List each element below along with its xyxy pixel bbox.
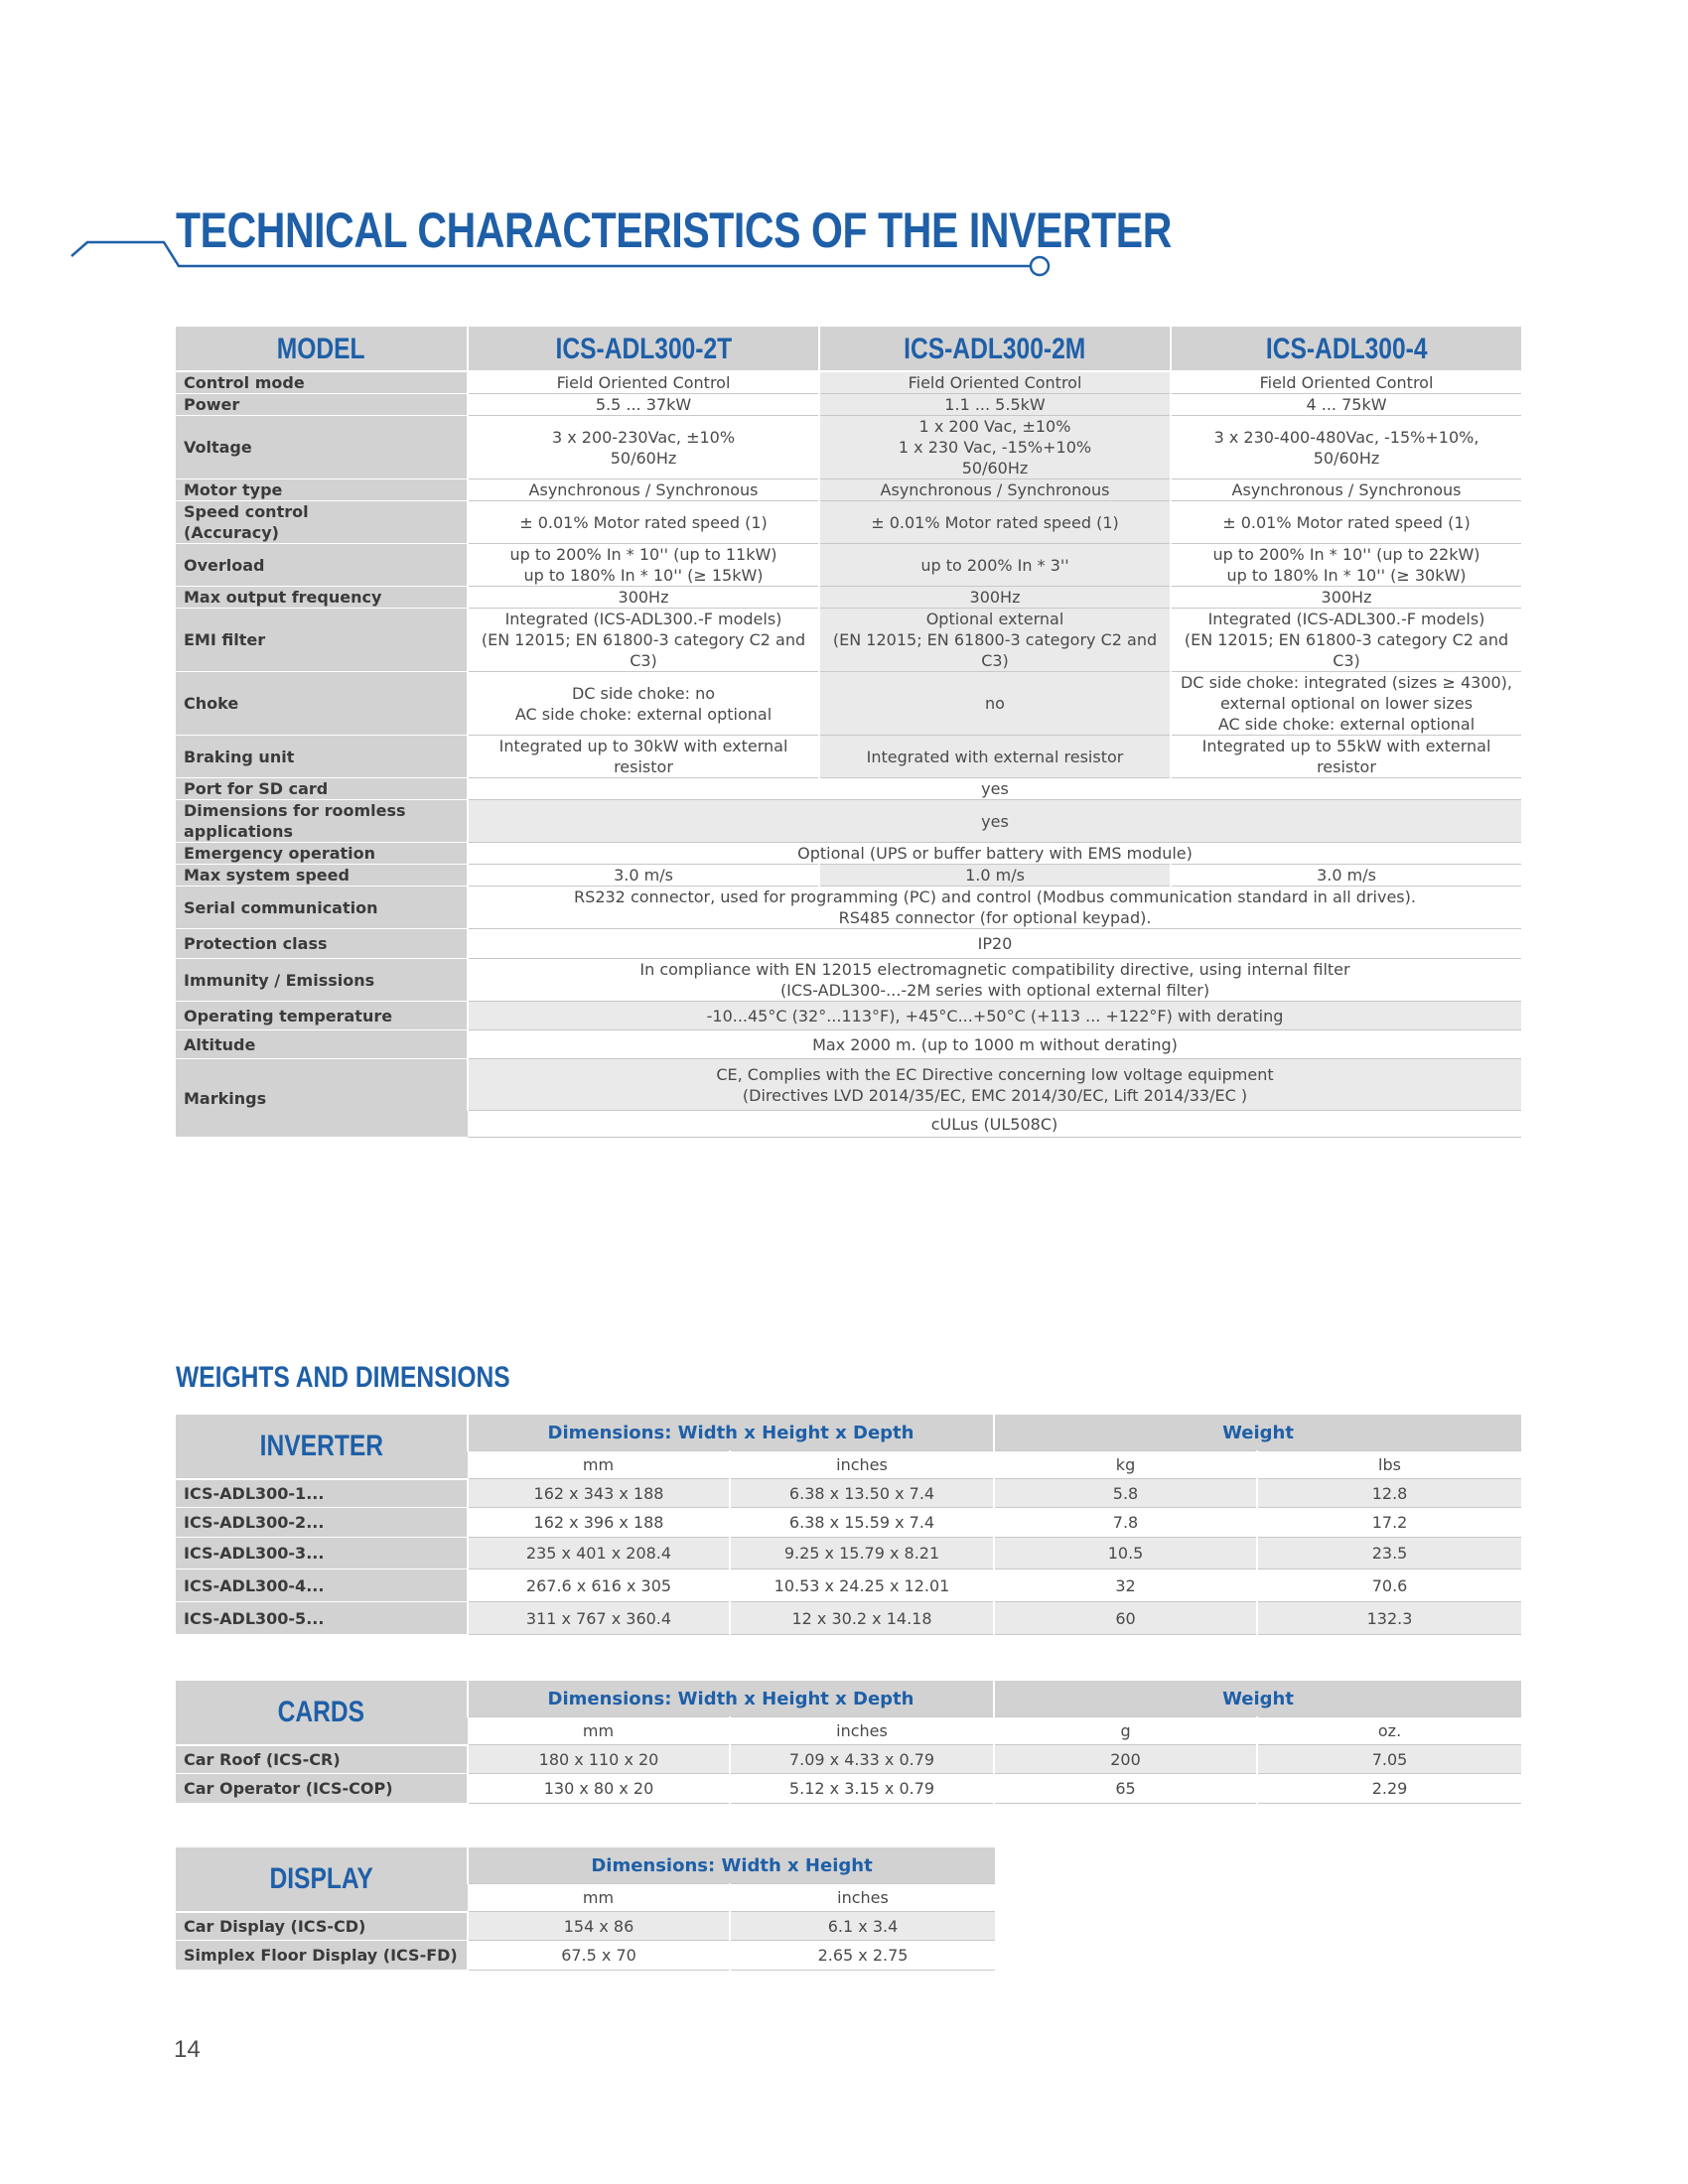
- table-row: [176, 1941, 995, 1971]
- spec-row: [176, 1059, 1521, 1111]
- table-header-row: [176, 1681, 1521, 1717]
- row-label: Car Operator (ICS-COP): [176, 1774, 468, 1804]
- spec-row: [176, 887, 1521, 929]
- spec-value: RS232 connector, used for programming (PC) and control (Modbus communication standard in all drives). RS485 connector (for optional keypad).: [468, 887, 1521, 929]
- spec-label: Max system speed: [176, 865, 468, 887]
- spec-value: ± 0.01% Motor rated speed (1): [1171, 501, 1521, 544]
- spec-value: Field Oriented Control: [1171, 371, 1521, 394]
- table-cell: 6.1 x 3.4: [730, 1912, 995, 1941]
- spec-row: [176, 501, 1521, 544]
- spec-value: 4 ... 75kW: [1171, 394, 1521, 416]
- dimensions-header: Dimensions: Width x Height x Depth: [468, 1681, 994, 1717]
- table-row: [176, 1602, 1521, 1635]
- spec-value: Integrated with external resistor: [819, 736, 1171, 778]
- spec-label: Immunity / Emissions: [176, 959, 468, 1002]
- table-cell: 23.5: [1257, 1538, 1521, 1570]
- table-row: [176, 1912, 995, 1941]
- table-cell: 9.25 x 15.79 x 8.21: [730, 1538, 994, 1570]
- table-cell: 12.8: [1257, 1479, 1521, 1508]
- model-column-header: [819, 327, 1171, 371]
- table-cell: 154 x 86: [468, 1912, 730, 1941]
- spec-value: CE, Complies with the EC Directive concerning low voltage equipment (Directives LVD 2014/35/EC, EMC 2014/30/EC, Lift 2014/33/EC ): [468, 1059, 1521, 1111]
- spec-value: 300Hz: [468, 587, 819, 609]
- spec-value: 1 x 200 Vac, ±10% 1 x 230 Vac, -15%+10% 50/60Hz: [819, 416, 1171, 479]
- row-label: ICS-ADL300-2...: [176, 1508, 468, 1538]
- spec-value: Asynchronous / Synchronous: [1171, 479, 1521, 501]
- spec-row: [176, 544, 1521, 587]
- display-dimensions-table: [176, 1847, 995, 1971]
- spec-row: [176, 843, 1521, 865]
- spec-value: 300Hz: [1171, 587, 1521, 609]
- spec-value: 5.5 ... 37kW: [468, 394, 819, 416]
- table-header-row: [176, 1415, 1521, 1451]
- spec-value: DC side choke: no AC side choke: external optional: [468, 672, 819, 736]
- table-cell: 10.5: [994, 1538, 1257, 1570]
- spec-row: [176, 609, 1521, 672]
- spec-label: Markings: [176, 1059, 468, 1138]
- spec-row: [176, 371, 1521, 394]
- table-cell: 5.12 x 3.15 x 0.79: [730, 1774, 994, 1804]
- table-title-text: DISPLAY: [269, 1862, 373, 1896]
- weight-header: Weight: [994, 1415, 1521, 1451]
- spec-label: Serial communication: [176, 887, 468, 929]
- spec-row: [176, 587, 1521, 609]
- table-cell: 180 x 110 x 20: [468, 1745, 730, 1774]
- spec-label: Motor type: [176, 479, 468, 501]
- spec-label: Emergency operation: [176, 843, 468, 865]
- table-cell: 12 x 30.2 x 14.18: [730, 1602, 994, 1635]
- unit-label: mm: [468, 1717, 730, 1745]
- spec-row: [176, 1030, 1521, 1059]
- spec-label: Braking unit: [176, 736, 468, 778]
- unit-label: inches: [730, 1717, 994, 1745]
- table-cell: 2.65 x 2.75: [730, 1941, 995, 1971]
- table-cell: 267.6 x 616 x 305: [468, 1570, 730, 1602]
- table-cell: 162 x 396 x 188: [468, 1508, 730, 1538]
- spec-value: 3 x 230-400-480Vac, -15%+10%, 50/60Hz: [1171, 416, 1521, 479]
- spec-row: [176, 778, 1521, 800]
- spec-value: 3.0 m/s: [468, 865, 819, 887]
- row-label: ICS-ADL300-3...: [176, 1538, 468, 1570]
- spec-value: yes: [468, 800, 1521, 843]
- table-cell: 32: [994, 1570, 1257, 1602]
- table-row: [176, 1508, 1521, 1538]
- spec-row: [176, 736, 1521, 778]
- spec-value: 3.0 m/s: [1171, 865, 1521, 887]
- spec-value: up to 200% In * 10'' (up to 22kW) up to 180% In * 10'' (≥ 30kW): [1171, 544, 1521, 587]
- spec-label: Dimensions for roomless applications: [176, 800, 468, 843]
- spec-label: Operating temperature: [176, 1002, 468, 1030]
- model-column-header: [1171, 327, 1521, 371]
- spec-value: yes: [468, 778, 1521, 800]
- spec-value: Integrated up to 55kW with external resistor: [1171, 736, 1521, 778]
- table-title: [176, 1415, 468, 1479]
- row-label: Simplex Floor Display (ICS-FD): [176, 1941, 468, 1971]
- spec-row: [176, 672, 1521, 736]
- spec-value: Max 2000 m. (up to 1000 m without derating): [468, 1030, 1521, 1059]
- spec-row: [176, 1002, 1521, 1030]
- spec-label: Protection class: [176, 929, 468, 959]
- spec-value: 1.1 ... 5.5kW: [819, 394, 1171, 416]
- spec-value: Field Oriented Control: [819, 371, 1171, 394]
- spec-label: Speed control (Accuracy): [176, 501, 468, 544]
- table-cell: 70.6: [1257, 1570, 1521, 1602]
- spec-label: EMI filter: [176, 609, 468, 672]
- spec-value: 1.0 m/s: [819, 865, 1171, 887]
- table-cell: 162 x 343 x 188: [468, 1479, 730, 1508]
- spec-value: Integrated (ICS-ADL300.-F models) (EN 12015; EN 61800-3 category C2 and C3): [468, 609, 819, 672]
- table-cell: 17.2: [1257, 1508, 1521, 1538]
- spec-value: 3 x 200-230Vac, ±10% 50/60Hz: [468, 416, 819, 479]
- table-header-row: [176, 1847, 995, 1884]
- table-cell: 7.8: [994, 1508, 1257, 1538]
- table-cell: 65: [994, 1774, 1257, 1804]
- table-cell: 67.5 x 70: [468, 1941, 730, 1971]
- spec-row: [176, 800, 1521, 843]
- header-label: ICS-ADL300-4: [1265, 332, 1428, 365]
- table-cell: 200: [994, 1745, 1257, 1774]
- table-title: [176, 1681, 468, 1745]
- table-row: [176, 1774, 1521, 1804]
- spec-value: cULus (UL508C): [468, 1111, 1521, 1138]
- table-title: [176, 1847, 468, 1912]
- header-label: ICS-ADL300-2T: [555, 332, 732, 365]
- spec-value: Asynchronous / Synchronous: [468, 479, 819, 501]
- cards-dimensions-table: [176, 1681, 1521, 1804]
- table-row: [176, 1745, 1521, 1774]
- spec-value: ± 0.01% Motor rated speed (1): [819, 501, 1171, 544]
- table-cell: 5.8: [994, 1479, 1257, 1508]
- table-cell: 2.29: [1257, 1774, 1521, 1804]
- spec-label: Control mode: [176, 371, 468, 394]
- table-row: [176, 1570, 1521, 1602]
- row-label: ICS-ADL300-4...: [176, 1570, 468, 1602]
- model-header: [176, 327, 468, 371]
- spec-value: IP20: [468, 929, 1521, 959]
- spec-row: [176, 479, 1521, 501]
- spec-value: In compliance with EN 12015 electromagnetic compatibility directive, using internal filter (ICS-ADL300-...-2M series with optional external filter): [468, 959, 1521, 1002]
- spec-value: Optional external (EN 12015; EN 61800-3 category C2 and C3): [819, 609, 1171, 672]
- row-label: Car Display (ICS-CD): [176, 1912, 468, 1941]
- unit-label: mm: [468, 1884, 730, 1912]
- spec-value: -10...45°C (32°...113°F), +45°C...+50°C (+113 ... +122°F) with derating: [468, 1002, 1521, 1030]
- unit-label: mm: [468, 1451, 730, 1479]
- spec-label: Voltage: [176, 416, 468, 479]
- dimensions-header: Dimensions: Width x Height x Depth: [468, 1415, 994, 1451]
- table-title-text: CARDS: [277, 1696, 365, 1729]
- row-label: ICS-ADL300-1...: [176, 1479, 468, 1508]
- spec-table: [176, 327, 1521, 1138]
- unit-label: lbs: [1257, 1451, 1521, 1479]
- spec-label: Altitude: [176, 1030, 468, 1059]
- table-title-text: INVERTER: [259, 1430, 383, 1463]
- table-row: [176, 1479, 1521, 1508]
- unit-label: g: [994, 1717, 1257, 1745]
- spec-value: DC side choke: integrated (sizes ≥ 4300), external optional on lower sizes AC side choke: external optional: [1171, 672, 1521, 736]
- dimensions-header: Dimensions: Width x Height: [468, 1847, 995, 1884]
- header-label: MODEL: [277, 332, 365, 365]
- table-cell: 132.3: [1257, 1602, 1521, 1635]
- unit-label: inches: [730, 1451, 994, 1479]
- table-cell: 311 x 767 x 360.4: [468, 1602, 730, 1635]
- spec-row: [176, 865, 1521, 887]
- table-row: [176, 1538, 1521, 1570]
- inverter-dimensions-table: [176, 1415, 1521, 1635]
- row-label: Car Roof (ICS-CR): [176, 1745, 468, 1774]
- spec-value: Field Oriented Control: [468, 371, 819, 394]
- model-column-header: [468, 327, 819, 371]
- table-cell: 6.38 x 15.59 x 7.4: [730, 1508, 994, 1538]
- spec-row: [176, 394, 1521, 416]
- spec-value: no: [819, 672, 1171, 736]
- spec-value: Optional (UPS or buffer battery with EMS module): [468, 843, 1521, 865]
- header-label: ICS-ADL300-2M: [904, 332, 1086, 365]
- spec-value: 300Hz: [819, 587, 1171, 609]
- spec-value: up to 200% In * 10'' (up to 11kW) up to 180% In * 10'' (≥ 15kW): [468, 544, 819, 587]
- spec-label: Max output frequency: [176, 587, 468, 609]
- spec-label: Port for SD card: [176, 778, 468, 800]
- table-cell: 10.53 x 24.25 x 12.01: [730, 1570, 994, 1602]
- row-label: ICS-ADL300-5...: [176, 1602, 468, 1635]
- spec-value: Integrated (ICS-ADL300.-F models) (EN 12015; EN 61800-3 category C2 and C3): [1171, 609, 1521, 672]
- table-cell: 130 x 80 x 20: [468, 1774, 730, 1804]
- table-cell: 235 x 401 x 208.4: [468, 1538, 730, 1570]
- spec-row: [176, 929, 1521, 959]
- table-cell: 7.05: [1257, 1745, 1521, 1774]
- spec-row: [176, 416, 1521, 479]
- table-cell: 60: [994, 1602, 1257, 1635]
- spec-label: Choke: [176, 672, 468, 736]
- spec-value: Asynchronous / Synchronous: [819, 479, 1171, 501]
- unit-label: oz.: [1257, 1717, 1521, 1745]
- spec-label: Overload: [176, 544, 468, 587]
- spec-row: [176, 959, 1521, 1002]
- page-number: 14: [174, 2036, 201, 2063]
- section-title-weights: WEIGHTS AND DIMENSIONS: [176, 1361, 510, 1394]
- table-cell: 6.38 x 13.50 x 7.4: [730, 1479, 994, 1508]
- spec-value: up to 200% In * 3'': [819, 544, 1171, 587]
- table-cell: 7.09 x 4.33 x 0.79: [730, 1745, 994, 1774]
- spec-label: Power: [176, 394, 468, 416]
- unit-label: kg: [994, 1451, 1257, 1479]
- spec-value: Integrated up to 30kW with external resistor: [468, 736, 819, 778]
- spec-value: ± 0.01% Motor rated speed (1): [468, 501, 819, 544]
- weight-header: Weight: [994, 1681, 1521, 1717]
- unit-label: inches: [730, 1884, 995, 1912]
- spec-header-row: [176, 327, 1521, 371]
- page-title: TECHNICAL CHARACTERISTICS OF THE INVERTER: [176, 203, 1172, 258]
